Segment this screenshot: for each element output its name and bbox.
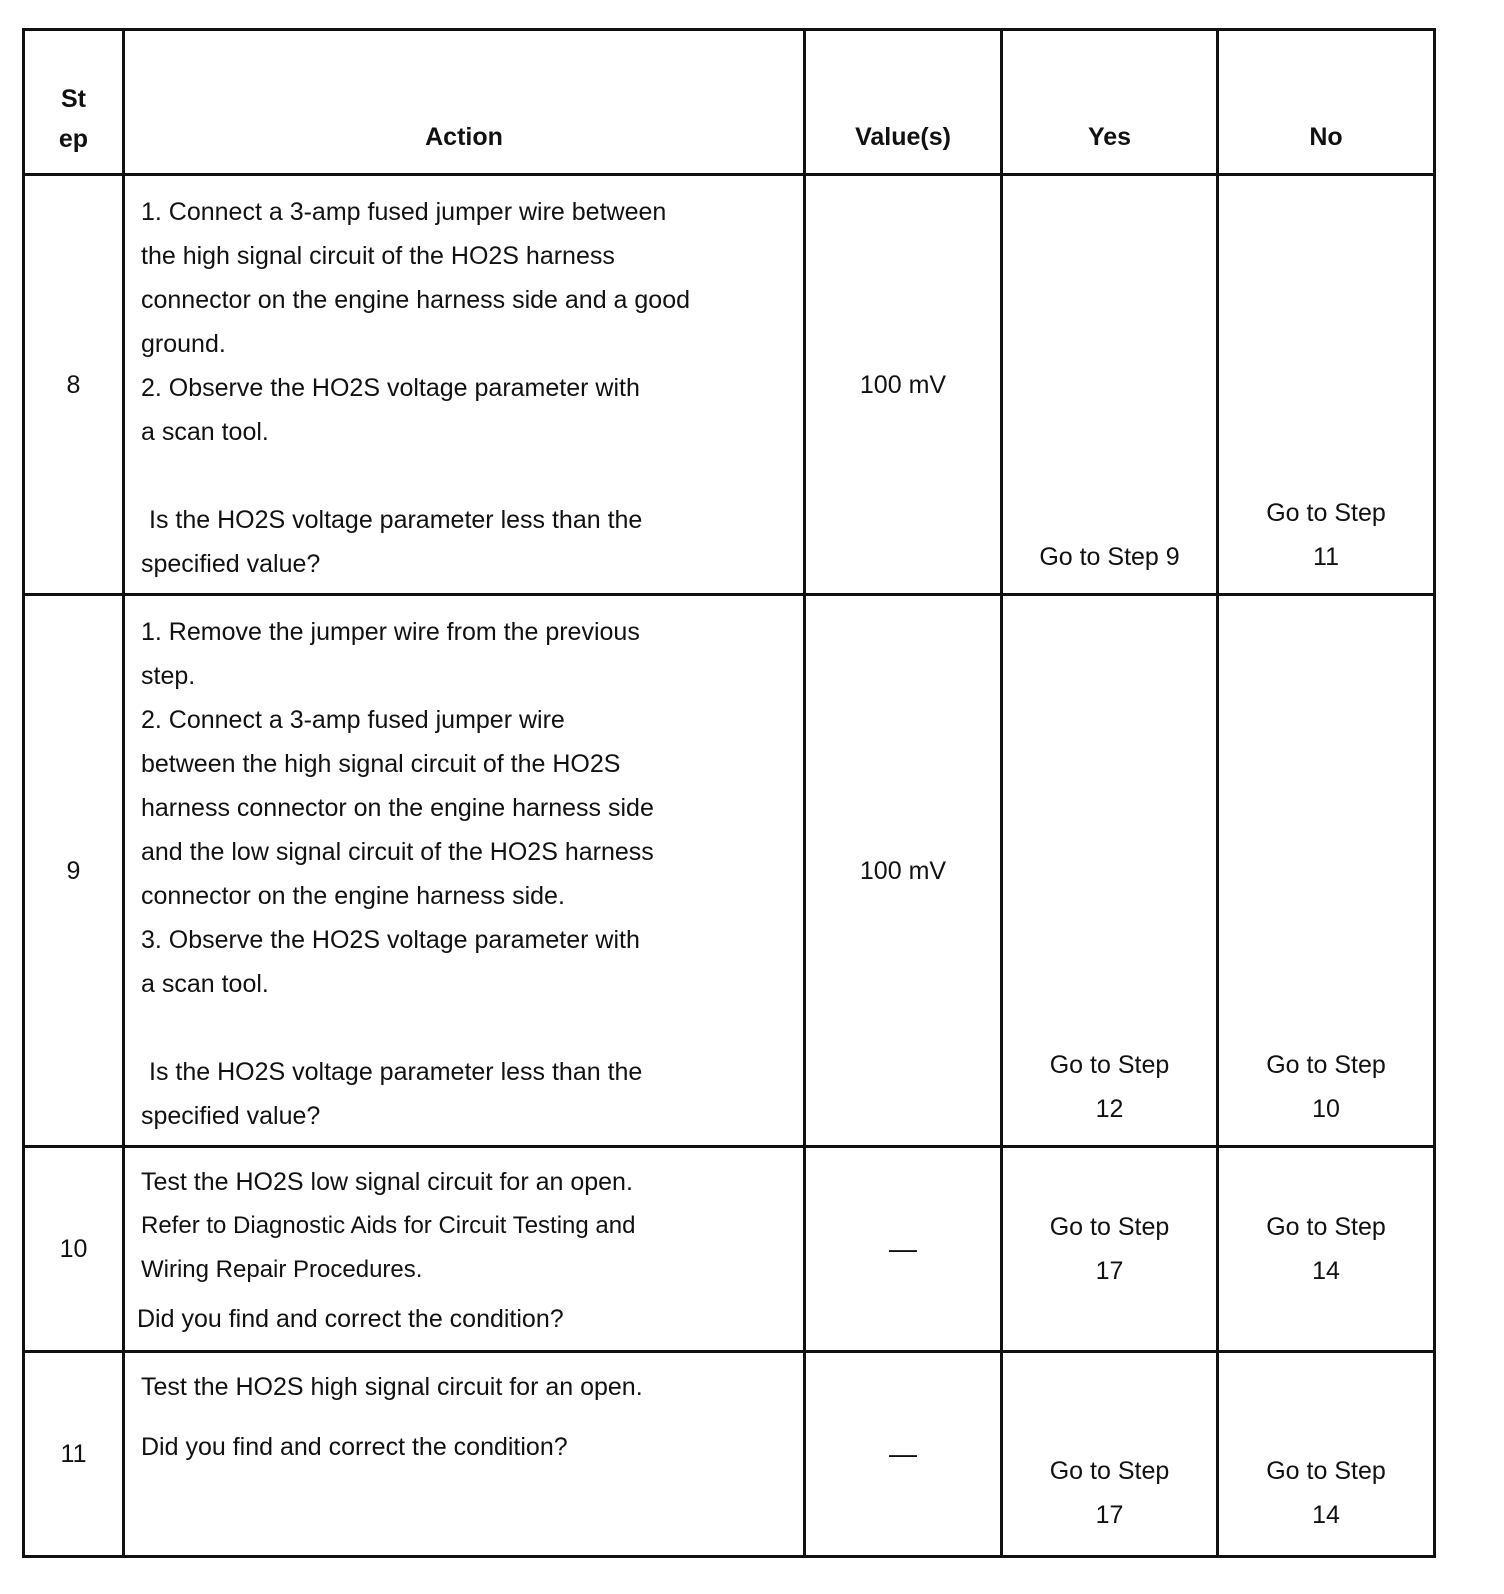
action-line: Refer to Diagnostic Aids for Circuit Testing and [141, 1212, 636, 1239]
step-number: 9 [24, 595, 124, 1147]
no-cell: Go to Step 14 [1218, 1147, 1435, 1352]
action-line: connector on the engine harness side. [141, 882, 565, 910]
action-cell [124, 1147, 805, 1352]
action-cell [124, 1352, 805, 1557]
yes-cell: Go to Step 12 [1002, 595, 1218, 1147]
yes-cell: Go to Step 9 [1002, 175, 1218, 595]
action-line: a scan tool. [141, 418, 269, 446]
table-row [24, 175, 1435, 595]
no-cell: Go to Step 11 [1218, 175, 1435, 595]
action-header: Action [124, 30, 805, 175]
action-line: between the high signal circuit of the HO2S [141, 750, 621, 778]
yes-cell: Go to Step 17 [1002, 1147, 1218, 1352]
table-row [24, 595, 1435, 1147]
step-number: 11 [24, 1352, 124, 1557]
action-line: Test the HO2S low signal circuit for an open. [141, 1168, 633, 1196]
value-cell: — [805, 1352, 1002, 1557]
table-row [24, 1147, 1435, 1352]
action-line: Wiring Repair Procedures. [141, 1256, 423, 1283]
yes-header: Yes [1002, 30, 1218, 175]
action-cell [124, 175, 805, 595]
question-line: specified value? [141, 1102, 321, 1130]
yes-cell: Go to Step 17 [1002, 1352, 1218, 1557]
no-header: No [1218, 30, 1435, 175]
action-cell [124, 595, 805, 1147]
action-line: the high signal circuit of the HO2S harness [141, 242, 615, 270]
table-row [24, 1352, 1435, 1557]
question-line: Did you find and correct the condition? [141, 1433, 568, 1461]
question-line: Did you find and correct the condition? [137, 1305, 564, 1333]
action-line: 2. Observe the HO2S voltage parameter with [141, 374, 640, 402]
diagnostic-table [22, 28, 1436, 1558]
action-line: 3. Observe the HO2S voltage parameter with [141, 926, 640, 954]
action-line: 2. Connect a 3-amp fused jumper wire [141, 706, 565, 734]
value-cell: 100 mV [805, 595, 1002, 1147]
question-line: Is the HO2S voltage parameter less than the [149, 506, 643, 534]
action-line: a scan tool. [141, 970, 269, 998]
action-line: ground. [141, 330, 226, 358]
value-cell: 100 mV [805, 175, 1002, 595]
values-header: Value(s) [805, 30, 1002, 175]
step-header: St ep [24, 30, 124, 175]
action-line: harness connector on the engine harness side [141, 794, 654, 822]
action-line: Test the HO2S high signal circuit for an open. [141, 1373, 643, 1401]
action-line: step. [141, 662, 196, 690]
action-line: 1. Remove the jumper wire from the previous [141, 618, 640, 646]
step-number: 8 [24, 175, 124, 595]
question-line: Is the HO2S voltage parameter less than the [149, 1058, 643, 1086]
header-row [24, 30, 1435, 175]
action-line: and the low signal circuit of the HO2S harness [141, 838, 654, 866]
action-line: connector on the engine harness side and a good [141, 286, 691, 314]
no-cell: Go to Step 14 [1218, 1352, 1435, 1557]
no-cell: Go to Step 10 [1218, 595, 1435, 1147]
question-line: specified value? [141, 550, 321, 578]
step-number: 10 [24, 1147, 124, 1352]
action-line: 1. Connect a 3-amp fused jumper wire between [141, 198, 667, 226]
value-cell: — [805, 1147, 1002, 1352]
